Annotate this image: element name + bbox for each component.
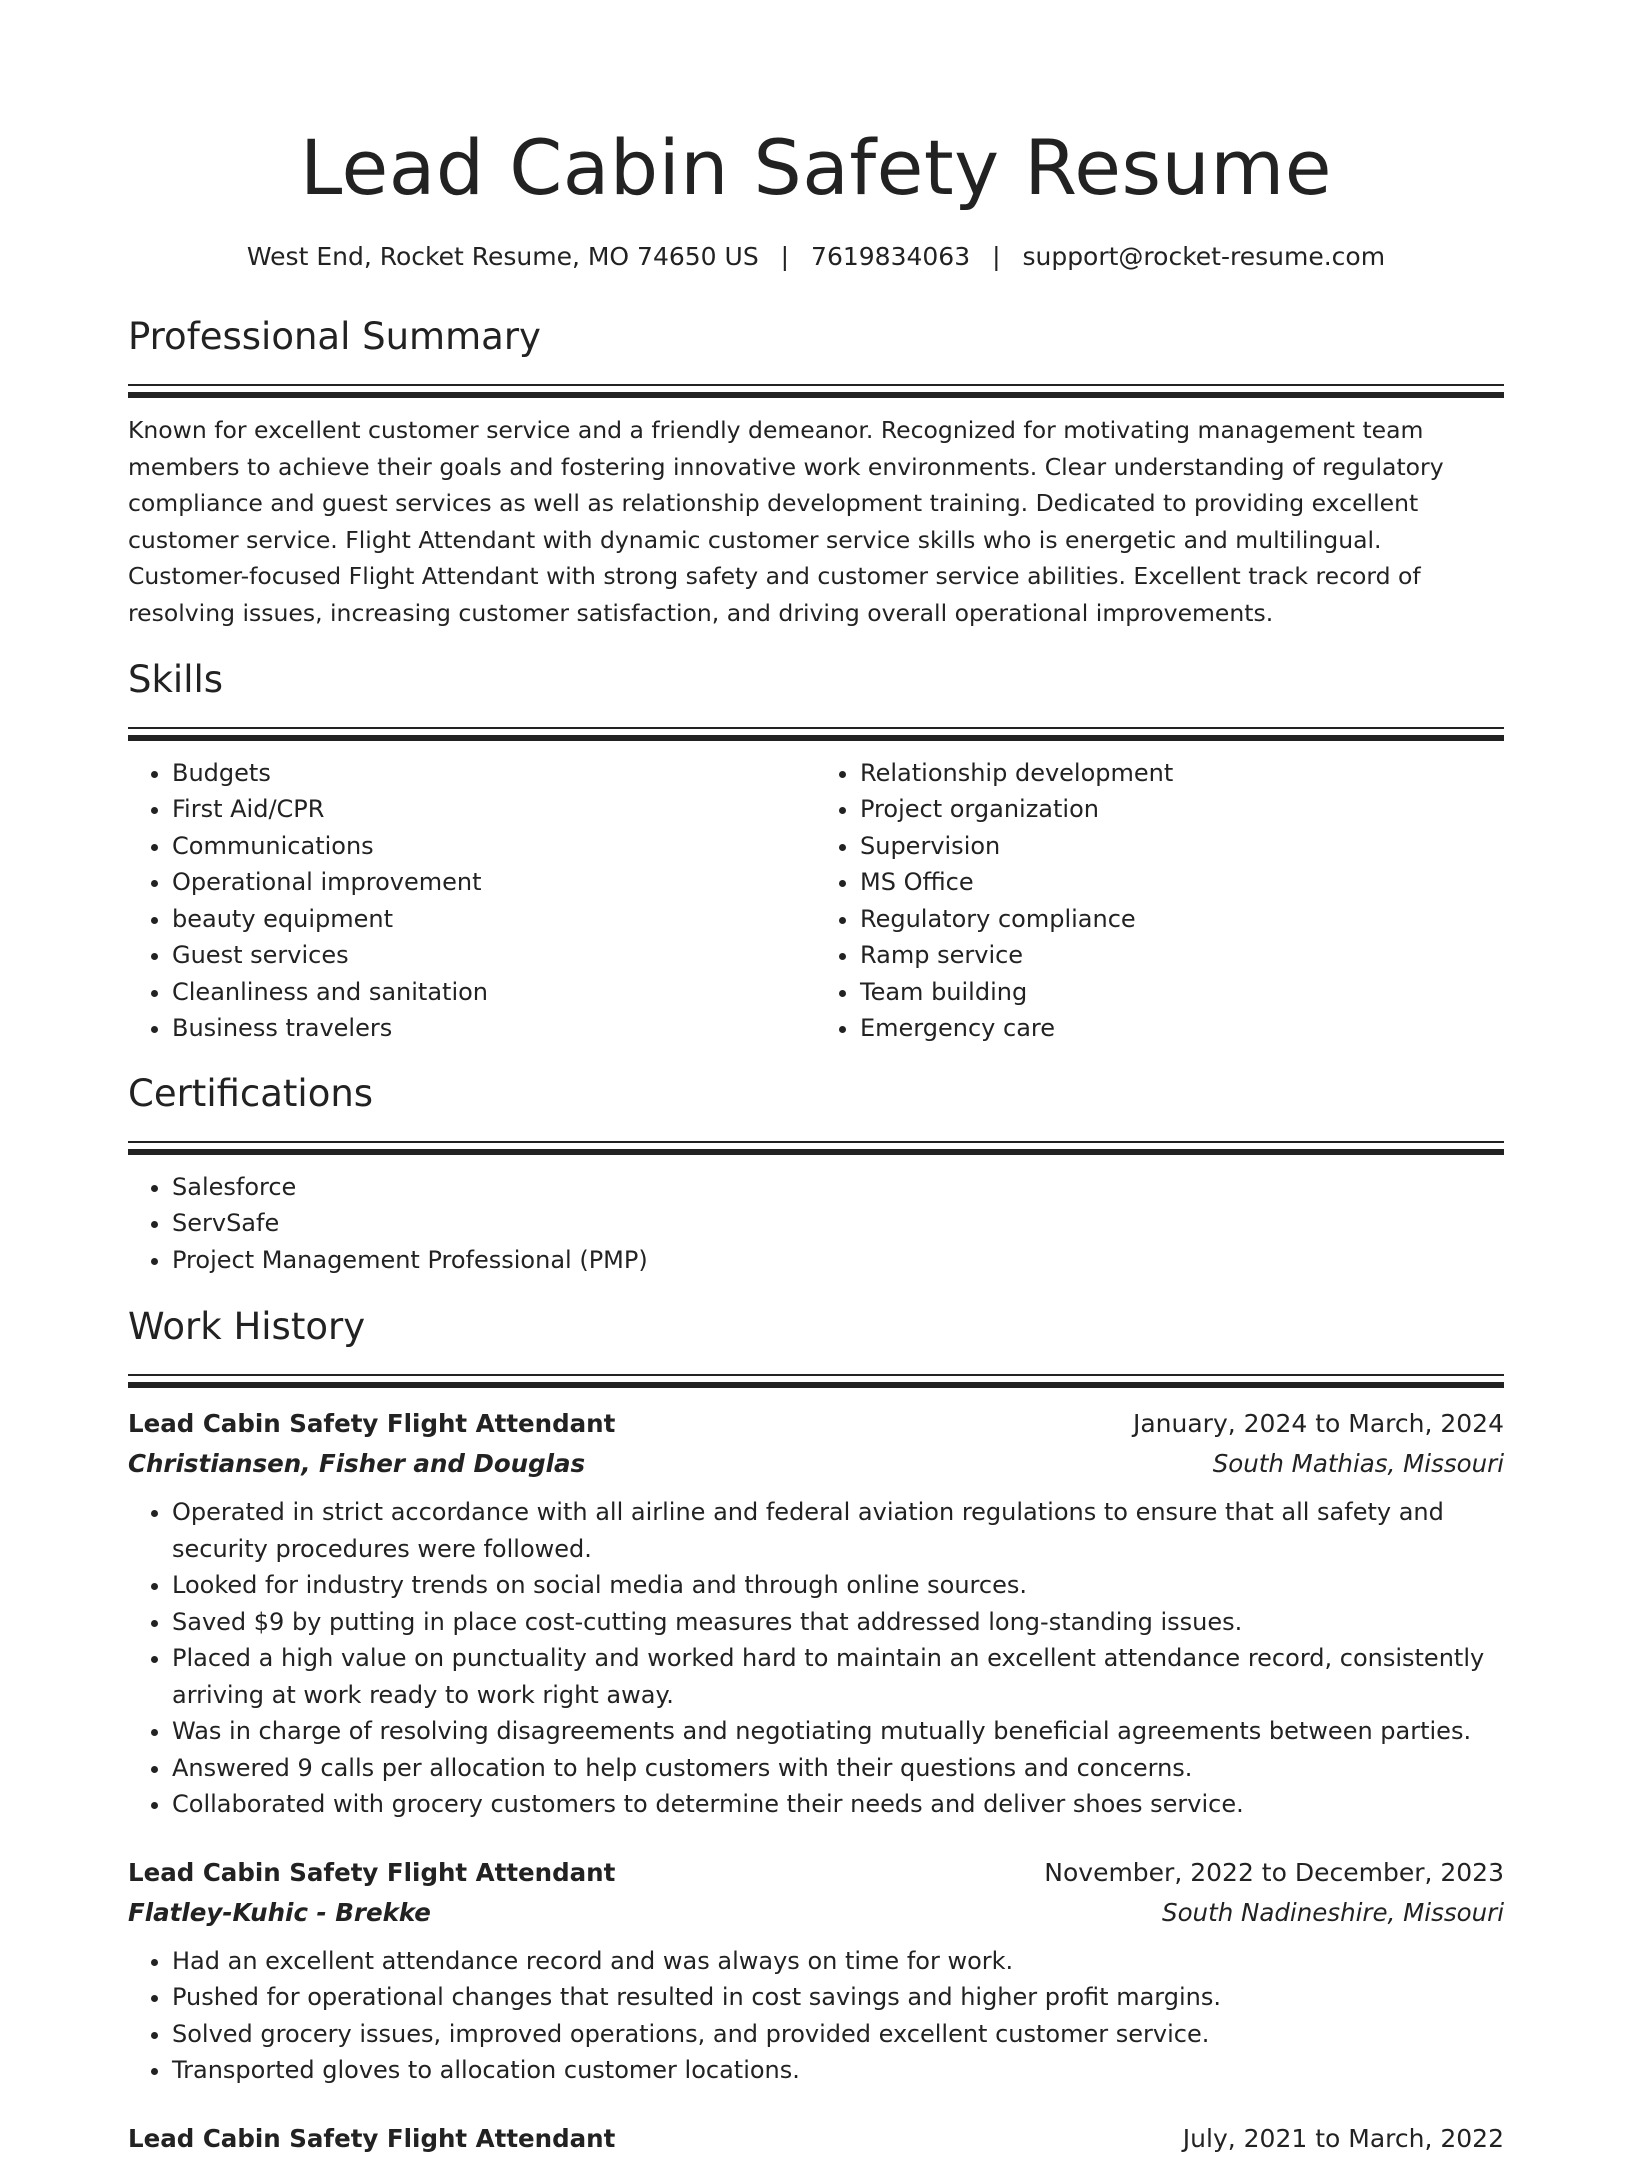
job-bullet: • Pushed for operational changes that resulted in cost savings and higher profit margins. bbox=[172, 1979, 1504, 2016]
certifications-list bbox=[128, 1169, 1504, 1279]
job-bullet: • Solved grocery issues, improved operations, and provided excellent customer service. bbox=[172, 2016, 1504, 2053]
job-dates: July, 2021 to March, 2022 bbox=[1182, 2123, 1504, 2153]
contact-separator: | bbox=[780, 242, 790, 271]
job-bullet: • Operated in strict accordance with all airline and federal aviation regulations to ensure that all safety and security procedures were followed. bbox=[172, 1494, 1504, 1567]
skill-item: • Supervision bbox=[860, 828, 1504, 865]
job-bullet: • Looked for industry trends on social media and through online sources. bbox=[172, 1567, 1504, 1604]
skills-heading: Skills bbox=[128, 657, 224, 701]
job-bullet: • Was in charge of resolving disagreements and negotiating mutually beneficial agreements between parties. bbox=[172, 1713, 1504, 1750]
certifications-section bbox=[128, 1069, 1504, 1279]
contact-address: West End, Rocket Resume, MO 74650 US bbox=[246, 242, 759, 271]
work-history-section bbox=[128, 1302, 1504, 2159]
job-entry bbox=[128, 1853, 1504, 2089]
job-title: Lead Cabin Safety Flight Attendant bbox=[128, 1409, 616, 1438]
skill-item: • Ramp service bbox=[860, 937, 1504, 974]
job-entry bbox=[128, 1404, 1504, 1823]
section-divider bbox=[128, 727, 1504, 729]
skill-item: • Project organization bbox=[860, 791, 1504, 828]
section-divider bbox=[128, 392, 1504, 398]
skill-item: • MS Office bbox=[860, 864, 1504, 901]
job-bullets bbox=[128, 1494, 1504, 1823]
resume-page bbox=[128, 0, 1504, 2159]
job-bullets bbox=[128, 1943, 1504, 2089]
skill-item: • Budgets bbox=[172, 755, 816, 792]
skills-right-column bbox=[816, 755, 1504, 1047]
job-bullet: • Saved $9 by putting in place cost-cutting measures that addressed long-standing issues. bbox=[172, 1604, 1504, 1641]
skill-item: • beauty equipment bbox=[172, 901, 816, 938]
job-location: South Nadineshire, Missouri bbox=[1162, 1897, 1504, 1927]
job-location: South Mathias, Missouri bbox=[1212, 1449, 1504, 1478]
skills-left-column bbox=[128, 755, 816, 1047]
job-company: Flatley-Kuhic - Brekke bbox=[128, 1897, 431, 1927]
skill-item: • Cleanliness and sanitation bbox=[172, 974, 816, 1011]
skill-item: • Guest services bbox=[172, 937, 816, 974]
job-bullet: • Collaborated with grocery customers to determine their needs and deliver shoes service. bbox=[172, 1786, 1504, 1823]
job-dates: November, 2022 to December, 2023 bbox=[1044, 1857, 1504, 1887]
skill-item: • Business travelers bbox=[172, 1010, 816, 1047]
job-bullet: • Transported gloves to allocation customer locations. bbox=[172, 2052, 1504, 2089]
resume-title: Lead Cabin Safety Resume bbox=[299, 123, 1333, 212]
job-dates: January, 2024 to March, 2024 bbox=[1132, 1409, 1504, 1438]
skills-section bbox=[128, 655, 1504, 1047]
skill-item: • Emergency care bbox=[860, 1010, 1504, 1047]
contact-separator: | bbox=[992, 242, 1001, 271]
skill-item: • Relationship development bbox=[860, 755, 1504, 792]
certification-item: • ServSafe bbox=[172, 1205, 1504, 1242]
section-divider bbox=[128, 1382, 1504, 1388]
contact-line bbox=[128, 240, 1504, 274]
section-divider bbox=[128, 1149, 1504, 1155]
skill-item: • First Aid/CPR bbox=[172, 791, 816, 828]
certification-item: • Salesforce bbox=[172, 1169, 1504, 1206]
summary-section bbox=[128, 312, 1504, 631]
contact-email: support@rocket-resume.com bbox=[1022, 242, 1386, 271]
certifications-heading: Certifications bbox=[128, 1071, 374, 1115]
section-divider bbox=[128, 735, 1504, 741]
section-divider bbox=[128, 1374, 1504, 1376]
section-divider bbox=[128, 1141, 1504, 1143]
skills-columns bbox=[128, 755, 1504, 1047]
job-title: Lead Cabin Safety Flight Attendant bbox=[128, 2123, 616, 2153]
summary-text: Known for excellent customer service and a friendly demeanor. Recognized for motivating management team members to achieve their goals and fostering innovative work environments. Clear understanding of regulatory compliance and guest services as well as relationship development training. Dedicated to providing excellent customer service. Flight Attendant with dynamic customer service skills who is energetic and multilingual. Customer-focused Flight Attendant with strong safety and customer service abilities. Excellent track record of resolving issues, increasing customer satisfaction, and driving overall operational improvements. bbox=[128, 416, 1444, 627]
summary-heading: Professional Summary bbox=[128, 315, 541, 358]
section-divider bbox=[128, 384, 1504, 386]
certification-item: • Project Management Professional (PMP) bbox=[172, 1242, 1504, 1279]
job-title: Lead Cabin Safety Flight Attendant bbox=[128, 1857, 616, 1887]
work-history-heading: Work History bbox=[128, 1305, 366, 1348]
job-entry bbox=[128, 2119, 1504, 2159]
contact-phone: 7619834063 bbox=[811, 242, 971, 271]
skill-item: • Team building bbox=[860, 974, 1504, 1011]
job-bullet: • Had an excellent attendance record and was always on time for work. bbox=[172, 1943, 1504, 1980]
skill-item: • Regulatory compliance bbox=[860, 901, 1504, 938]
job-bullet: • Placed a high value on punctuality and worked hard to maintain an excellent attendance record, consistently arriving at work ready to work right away. bbox=[172, 1640, 1504, 1713]
job-bullet: • Answered 9 calls per allocation to help customers with their questions and concerns. bbox=[172, 1750, 1504, 1787]
skill-item: • Operational improvement bbox=[172, 864, 816, 901]
job-company: Christiansen, Fisher and Douglas bbox=[128, 1449, 586, 1478]
skill-item: • Communications bbox=[172, 828, 816, 865]
